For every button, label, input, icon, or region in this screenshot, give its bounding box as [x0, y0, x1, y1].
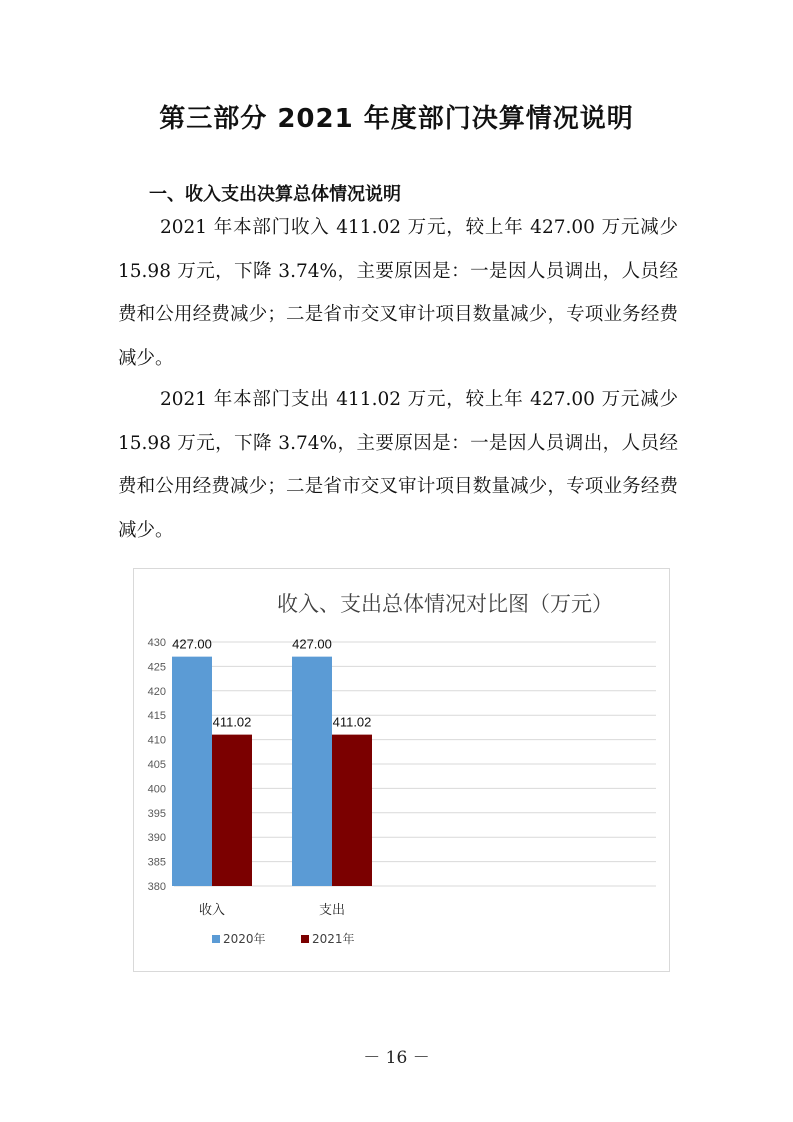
y-tick-label: 385 — [147, 856, 166, 869]
x-category-label: 支出 — [318, 903, 346, 918]
y-axis-ticks — [148, 637, 166, 893]
y-tick-label: 390 — [147, 832, 166, 845]
data-label: 427.00 — [172, 636, 212, 652]
y-tick-label: 405 — [147, 759, 166, 771]
chart-title: 收入、支出总体情况对比图（万元） — [277, 592, 613, 616]
y-tick-label: 395 — [147, 807, 166, 820]
income-paragraph: 2021 年本部门收入 411.02 万元，较上年 427.00 万元减少 15.98 万元，下降 3.74%，主要原因是：一是因人员调出，人员经费和公用经费减少；二是省市交叉审计项目数量减少，专项业务经费减少。 — [118, 217, 678, 369]
page-number: － 16 － — [363, 1048, 430, 1068]
y-tick-label: 410 — [147, 734, 166, 747]
bar-expenditure-2020年 — [292, 657, 332, 886]
bar-income-2020年 — [172, 657, 212, 886]
x-axis-categories — [199, 902, 345, 918]
data-label: 427.00 — [292, 636, 332, 652]
bar-income-2021年 — [212, 735, 252, 886]
legend — [212, 931, 355, 946]
y-tick-label: 400 — [147, 783, 166, 796]
legend-label: 2020年 — [223, 932, 266, 946]
legend-swatch — [212, 935, 220, 943]
y-tick-label: 415 — [147, 710, 166, 723]
y-tick-label: 425 — [147, 661, 166, 674]
y-tick-label: 380 — [147, 881, 166, 893]
bar-expenditure-2021年 — [332, 735, 372, 886]
comparison-chart — [134, 569, 669, 971]
legend-swatch — [301, 935, 309, 943]
data-label: 411.02 — [212, 714, 252, 730]
legend-label: 2021年 — [312, 932, 355, 946]
expenditure-paragraph: 2021 年本部门支出 411.02 万元，较上年 427.00 万元减少 15.98 万元，下降 3.74%，主要原因是：一是因人员调出，人员经费和公用经费减少；二是省市交叉审计项目数量减少，专项业务经费减少。 — [118, 389, 678, 541]
y-tick-label: 420 — [147, 685, 166, 698]
page-title: 第三部分 2021 年度部门决算情况说明 — [159, 104, 634, 134]
chart-frame — [133, 568, 670, 972]
x-category-label: 收入 — [198, 903, 226, 918]
section-heading: 一、收入支出决算总体情况说明 — [149, 184, 401, 205]
data-label: 411.02 — [332, 714, 372, 730]
y-tick-label: 430 — [147, 637, 166, 649]
